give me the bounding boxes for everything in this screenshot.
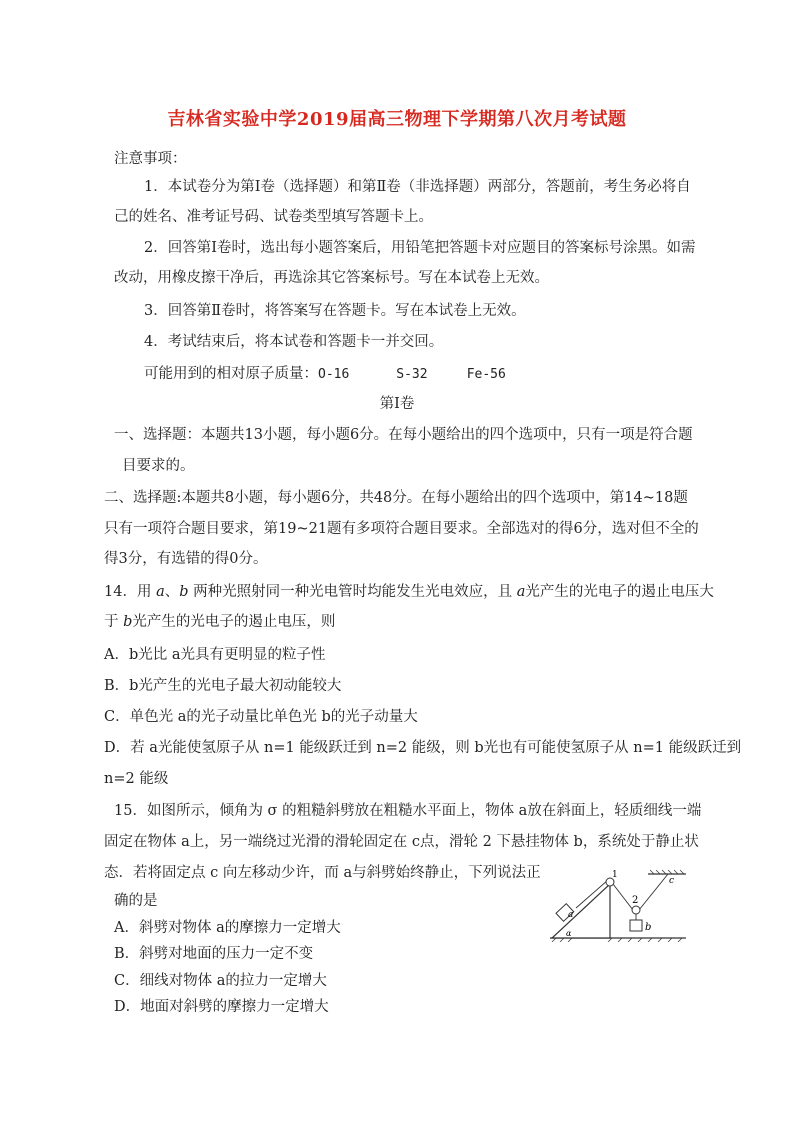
string-pulley2-to-c: [639, 874, 668, 910]
q15-pulley-diagram: [548, 868, 688, 942]
notice-item-4: 4．考试结束后，将本试卷和答题卡一并交回。: [144, 334, 444, 350]
q15-stem-a: 15．如图所示，倾角为 σ 的粗糙斜劈放在粗糙水平面上，物体 a放在斜面上，轻质细线一端: [114, 803, 702, 819]
part2-line-a: 二、选择题:本题共8小题，每小题6分，共48分。在每小题给出的四个选项中，第14~18题: [104, 490, 688, 506]
q15-option-c: C．细线对物体 a的拉力一定增大: [114, 973, 327, 989]
q15-stem-c: 态．若将固定点 c 向左移动少许，而 a与斜劈始终静止，下列说法正: [104, 865, 541, 881]
q14-var: b: [123, 614, 133, 630]
label-pulley-2: 2: [632, 895, 639, 906]
notice-item-2b: 改动，用橡皮擦干净后，再选涂其它答案标号。写在本试卷上无效。: [114, 270, 549, 286]
part1-line-a: 一、选择题：本题共13小题，每小题6分。在每小题给出的四个选项中，只有一项是符合题: [114, 427, 693, 443]
notice-item-1a: 1．本试卷分为第Ⅰ卷（选择题）和第Ⅱ卷（非选择题）两部分，答题前，考生务必将自: [144, 179, 691, 195]
q14-option-a: A．b光比 a光具有更明显的粒子性: [104, 647, 326, 663]
notice-item-3: 3．回答第Ⅱ卷时，将答案写在答题卡。写在本试卷上无效。: [144, 303, 526, 319]
notice-heading: 注意事项：: [114, 151, 187, 167]
q14-stem-a: [104, 583, 714, 601]
q14-stem-text: 14．用: [104, 584, 157, 600]
label-alpha: α: [566, 929, 572, 938]
part2-line-b: 只有一项符合题目要求，第19~21题有多项符合题目要求。全部选对的得6分，选对但不全的: [104, 521, 699, 537]
q14-stem-text: 光产生的光电子的遏止电压，则: [132, 614, 336, 630]
pulley-2-icon: [632, 906, 640, 914]
label-pulley-1: 1: [612, 870, 618, 880]
q15-option-b: B．斜劈对地面的压力一定不变: [114, 946, 314, 962]
q14-var: a: [156, 584, 165, 600]
q14-option-d-a: D．若 a光能使氢原子从 n=1 能级跃迁到 n=2 能级，则 b光也有可能使氢原子从 n=1 能级跃迁到: [104, 740, 742, 756]
part2-line-c: 得3分，有选错的得0分。: [104, 551, 268, 567]
q14-option-c: C．单色光 a的光子动量比单色光 b的光子动量大: [104, 709, 418, 725]
notice-item-2a: 2．回答第Ⅰ卷时，选出每小题答案后，用铅笔把答题卡对应题目的答案标号涂黑。如需: [144, 240, 696, 256]
atomic-mass-line: [144, 365, 506, 384]
q14-var: a: [516, 584, 526, 600]
q15-option-d: D．地面对斜劈的摩擦力一定增大: [114, 999, 329, 1015]
q14-stem-b: [104, 613, 335, 631]
q14-stem-text: 、: [164, 584, 180, 600]
label-a: a: [568, 910, 574, 920]
string-pulley1-to-pulley2: [613, 884, 633, 910]
atomic-mass-label: 可能用到的相对原子质量：: [144, 366, 318, 382]
q14-option-d-b: n=2 能级: [104, 771, 169, 787]
q14-var: b: [179, 584, 189, 600]
q15-option-a: A．斜劈对物体 a的摩擦力一定增大: [114, 920, 341, 936]
notice-item-1b: 己的姓名、准考证号码、试卷类型填写答题卡上。: [114, 209, 433, 225]
block-b: [630, 920, 642, 931]
atomic-mass-values: O-16 S-32 Fe-56: [318, 367, 506, 382]
q14-stem-text: 两种光照射同一种光电管时均能发生光电效应，且: [188, 584, 517, 600]
q14-stem-text: 于: [104, 614, 124, 630]
section-label: 第Ⅰ卷: [379, 396, 415, 412]
label-b: b: [645, 922, 652, 933]
q15-stem-b: 固定在物体 a上，另一端绕过光滑的滑轮固定在 c点，滑轮 2 下悬挂物体 b，系统处于静止状: [104, 834, 699, 850]
page-title: 吉林省实验中学2019届高三物理下学期第八次月考试题: [167, 109, 627, 130]
q14-option-b: B．b光产生的光电子最大初动能较大: [104, 678, 342, 694]
label-c: c: [669, 876, 675, 886]
q15-stem-d: 确的是: [114, 893, 158, 909]
q14-stem-text: 光产生的光电子的遏止电压大: [525, 584, 714, 600]
part1-line-b: 目要求的。: [122, 458, 195, 474]
